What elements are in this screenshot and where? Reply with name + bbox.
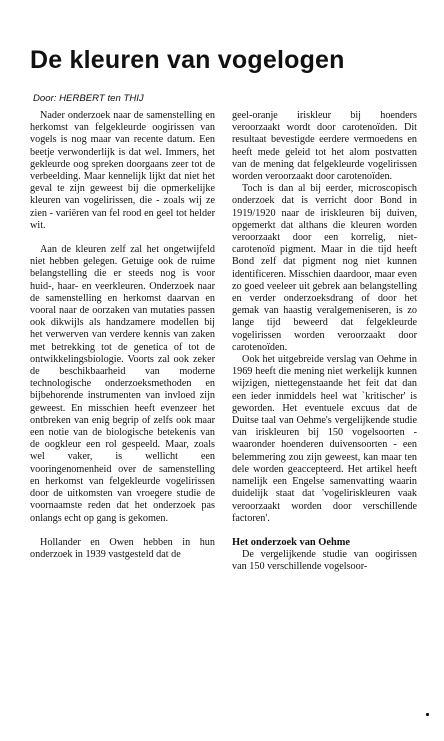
- right-paragraph-2: Toch is dan al bij eerder, microscopisch onderzoek dat is verricht door Bond in 1919/1920 naar de iriskleuren bij duiven, opgemerkt dat althans die kleuren worden veroorzaakt door een korrelig, niet-carotenoïd pigment. Maar in die tijd heeft Bond zelf dat pigment nog niet kunnen identificeren. Misschien daardoor, maar even zo goed veeleer uit gebrek aan belangstelling en verder onderzoeksdrang of door het gemak van haastig veralgemeniseren, is zo lange tijd beweerd dat felgekleurde vogelirissen worden veroorzaakt door carotenoïden.: [232, 183, 417, 353]
- article-byline: Door: HERBERT ten THIJ: [33, 93, 144, 104]
- right-paragraph-4: De vergelijkende studie van oogirissen van 150 verschillende vogelsoor-: [232, 549, 417, 573]
- right-paragraph-3: Ook het uitgebreide verslag van Oehme in 1969 heeft die mening niet werkelijk kunnen wijzigen, niettegenstaande het feit dat dan een ieder inmiddels heel wat `kritischer' is geworden. Het eventuele excuus dat de Duitse taal van Oehme's vergelijkende studie van iriskleuren bij 150 vogelsoorten - waaronder hoenderen duivensoorten - een belemmering zou zijn geweest, kan maar ten dele worden geaccepteerd. Het artikel heeft namelijk een Engelse samenvatting waarin duidelijk staat dat 'vogeliriskleuren vaak veroorzaakt worden door verschillende factoren'.: [232, 354, 417, 524]
- right-column: [232, 110, 417, 574]
- left-column: [30, 110, 215, 561]
- end-mark-dot: [426, 713, 429, 716]
- article-title: De kleuren van vogelogen: [30, 46, 345, 74]
- section-heading: Het onderzoek van Oehme: [232, 536, 351, 548]
- right-paragraph-1: geel-oranje iriskleur bij hoenders veroorzaakt wordt door carotenoïden. Dit resultaat bevestigde eerdere vermoedens en heeft mede geleid tot het alom postvatten van de mening dat felgekleurde vogelirissen worden veroorzaakt door carotenoïden.: [232, 110, 417, 183]
- left-paragraph-3: Hollander en Owen hebben in hun onderzoek in 1939 vastgesteld dat de: [30, 536, 215, 560]
- left-paragraph-1: Nader onderzoek naar de samenstelling en herkomst van felgekleurde oogirissen van vogels is nog maar van recente datum. Een beetje verwonderlijk is dat wel. Immers, het gekleurde oog spreken doorgaans zeer tot de verbeelding. Maar kennelijk lijkt dat niet het geval te zijn geweest bij die opmerkelijke kleuren van vogelirissen, die - zoals wij ze zien - variëren van fel rood en geel tot helder wit.: [30, 110, 215, 231]
- left-paragraph-2: Aan de kleuren zelf zal het ongetwijfeld niet hebben gelegen. Getuige ook de ruime belangstelling die er steeds nog is voor huid-, haar- en veerkleuren. Onderzoek naar de samenstelling en herkomst daarvan en vooral naar de oorzaken van mutaties passen ook dikwijls als handzamere modellen bij het verwerven van verdere kennis van zaken met betrekking tot de genetica of tot de ontwikkelingsbiologie. Voorts zal ook zeker de beschikbaarheid van moderne technologische onderzoeksmethoden en bijbehorende instrumenten van invloed zijn geweest. En misschien heeft evenzeer het ontbreken van enig begrip of zelfs ook maar een notie van de biologische betekenis van de oogkleur een rol gespeeld. Maar, zoals wel vaker, is wellicht een vooringenomenheid over de samenstelling en herkomst van felgekleurde vogelirissen door de uitkomsten van vroegere studie de voornaamste reden dat het onderzoek pas onlangs echt op gang is gekomen.: [30, 244, 215, 524]
